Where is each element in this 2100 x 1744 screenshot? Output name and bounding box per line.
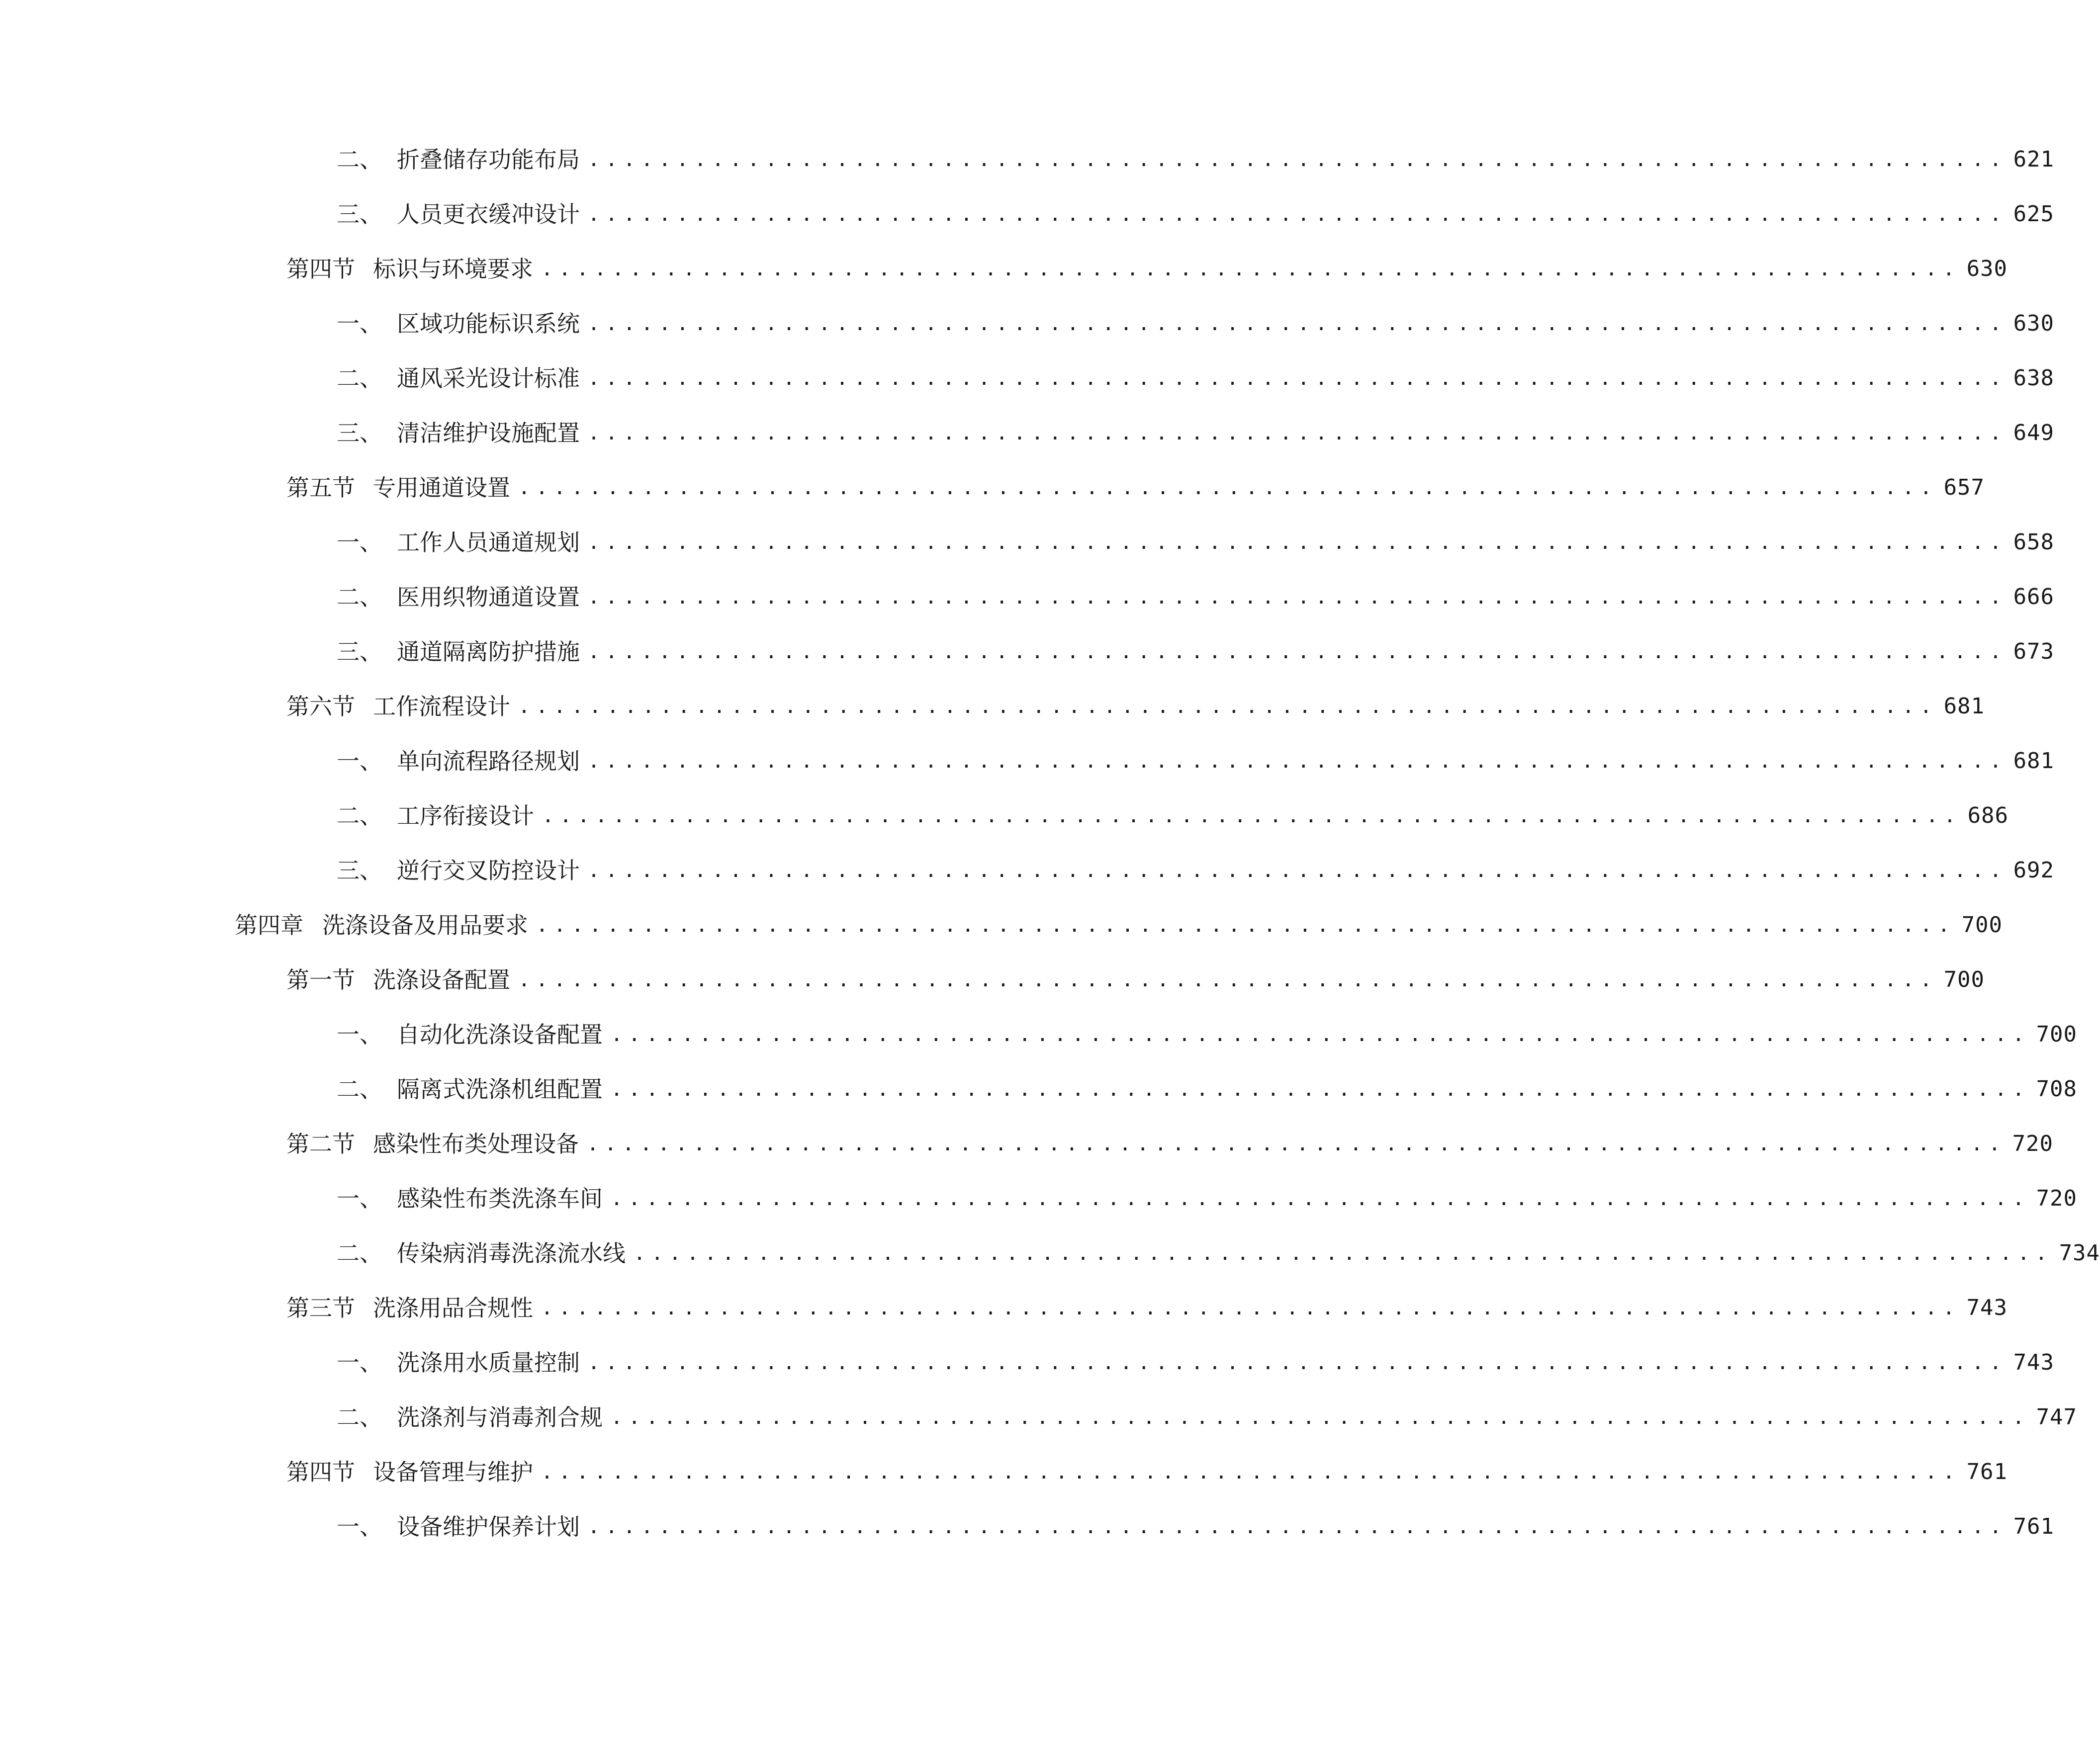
toc-section-page: 761	[1966, 1459, 2008, 1484]
toc-section[interactable]	[0, 474, 1985, 530]
toc-section[interactable]	[0, 966, 1985, 1022]
dot-leader: ................................................................................	[611, 1187, 2030, 1210]
dot-leader: ................................................................................	[588, 203, 2008, 226]
toc-entry[interactable]	[0, 365, 2055, 421]
toc-entry-page: 681	[2013, 748, 2055, 774]
toc-entry-page: 673	[2013, 639, 2055, 664]
toc-entry-page: 700	[2036, 1022, 2078, 1047]
toc-section-page: 657	[1943, 475, 1985, 500]
toc-section-title: 感染性布类处理设备	[373, 1131, 579, 1157]
toc-entry-title: 通风采光设计标准	[397, 365, 580, 392]
dot-leader: ................................................................................	[588, 1351, 2008, 1374]
toc-entry[interactable]	[0, 1349, 2055, 1405]
toc-entry-page: 761	[2013, 1514, 2055, 1539]
toc-entry-number: 二、	[337, 1240, 382, 1267]
toc-entry-number: 一、	[337, 748, 382, 775]
toc-entry-number: 一、	[337, 1513, 382, 1540]
dot-leader: ................................................................................	[588, 750, 2008, 773]
toc-section[interactable]	[0, 1295, 2008, 1350]
dot-leader: ................................................................................	[611, 1078, 2030, 1101]
dot-leader: ................................................................................	[542, 804, 1962, 827]
toc-entry-number: 二、	[337, 1404, 382, 1431]
toc-section-number: 第五节	[286, 474, 355, 501]
dot-leader: ................................................................................	[541, 258, 1961, 280]
toc-section-number: 第六节	[286, 693, 355, 720]
toc-entry-title: 工序衔接设计	[397, 802, 534, 829]
toc-entry[interactable]	[0, 1240, 2100, 1296]
toc-chapter[interactable]	[0, 912, 2003, 967]
toc-entry-number: 一、	[337, 1185, 382, 1212]
toc-entry-title: 洗涤用水质量控制	[397, 1349, 580, 1376]
toc-section-title: 工作流程设计	[373, 693, 510, 720]
toc-entry-number: 三、	[337, 638, 382, 665]
toc-chapter-number: 第四章	[235, 912, 303, 939]
toc-entry-page: 638	[2013, 365, 2055, 391]
toc-entry-number: 二、	[337, 584, 382, 610]
toc-section-number: 第一节	[286, 966, 355, 993]
toc-entry-page: 625	[2013, 201, 2055, 227]
toc-entry[interactable]	[0, 146, 2055, 202]
dot-leader: ................................................................................	[588, 148, 2008, 171]
toc-section-page: 630	[1966, 256, 2008, 281]
dot-leader: ................................................................................	[634, 1242, 2053, 1265]
toc-entry-number: 三、	[337, 201, 382, 228]
toc-section[interactable]	[0, 1131, 2054, 1186]
toc-section-page: 743	[1966, 1295, 2008, 1320]
toc-entry-title: 区域功能标识系统	[397, 310, 580, 337]
toc-section[interactable]	[0, 1459, 2008, 1514]
dot-leader: ................................................................................	[611, 1406, 2030, 1429]
toc-entry-page: 666	[2013, 584, 2055, 610]
toc-section-title: 标识与环境要求	[373, 256, 533, 282]
toc-section-title: 洗涤用品合规性	[373, 1295, 533, 1321]
toc-section-number: 第二节	[286, 1131, 355, 1157]
toc-entry[interactable]	[0, 857, 2055, 913]
toc-chapter-title: 洗涤设备及用品要求	[322, 912, 528, 939]
toc-section-page: 681	[1943, 694, 1985, 719]
toc-section-title: 设备管理与维护	[373, 1459, 533, 1485]
toc-entry[interactable]	[0, 529, 2055, 585]
toc-entry-title: 工作人员通道规划	[397, 529, 580, 556]
dot-leader: ................................................................................	[588, 312, 2008, 335]
toc-entry[interactable]	[0, 310, 2055, 366]
toc-entry-number: 一、	[337, 1349, 382, 1376]
toc-entry-title: 通道隔离防护措施	[397, 638, 580, 665]
dot-leader: ................................................................................	[518, 476, 1938, 499]
toc-entry-number: 二、	[337, 1076, 382, 1103]
dot-leader: ................................................................................	[588, 586, 2008, 609]
toc-entry[interactable]	[0, 420, 2055, 475]
toc-entry[interactable]	[0, 1021, 2078, 1077]
toc-entry[interactable]	[0, 1076, 2078, 1132]
toc-entry-number: 二、	[337, 365, 382, 392]
toc-entry-title: 自动化洗涤设备配置	[397, 1021, 603, 1048]
toc-entry[interactable]	[0, 1185, 2078, 1241]
toc-section-page: 700	[1943, 967, 1985, 992]
dot-leader: ................................................................................	[588, 859, 2008, 882]
toc-entry[interactable]	[0, 748, 2055, 803]
toc-entry-title: 感染性布类洗涤车间	[397, 1185, 603, 1212]
toc-entry-title: 清洁维护设施配置	[397, 420, 580, 446]
toc-entry-title: 逆行交叉防控设计	[397, 857, 580, 884]
dot-leader: ................................................................................	[541, 1297, 1961, 1319]
dot-leader: ................................................................................	[588, 367, 2008, 390]
toc-section[interactable]	[0, 256, 2008, 311]
toc-entry-number: 三、	[337, 857, 382, 884]
toc-entry-title: 人员更衣缓冲设计	[397, 201, 580, 228]
toc-entry-page: 747	[2036, 1404, 2078, 1430]
toc-entry-number: 二、	[337, 146, 382, 173]
dot-leader: ................................................................................	[518, 968, 1938, 991]
toc-section[interactable]	[0, 693, 1985, 749]
toc-entry-title: 传染病消毒洗涤流水线	[397, 1240, 626, 1267]
dot-leader: ................................................................................	[588, 640, 2008, 663]
toc-entry[interactable]	[0, 638, 2055, 694]
table-of-contents	[0, 146, 2100, 1569]
toc-entry-title: 隔离式洗涤机组配置	[397, 1076, 603, 1103]
toc-entry-number: 一、	[337, 1021, 382, 1048]
toc-section-number: 第三节	[286, 1295, 355, 1321]
dot-leader: ................................................................................	[588, 1515, 2008, 1538]
toc-section-title: 专用通道设置	[373, 474, 510, 501]
dot-leader: ................................................................................	[518, 695, 1938, 718]
toc-entry-number: 一、	[337, 529, 382, 556]
toc-entry[interactable]	[0, 802, 2009, 858]
toc-entry-number: 一、	[337, 310, 382, 337]
toc-section-title: 洗涤设备配置	[373, 966, 510, 993]
toc-entry-page: 630	[2013, 311, 2055, 336]
toc-entry-title: 设备维护保养计划	[397, 1513, 580, 1540]
toc-entry-title: 洗涤剂与消毒剂合规	[397, 1404, 603, 1431]
toc-entry-page: 692	[2013, 858, 2055, 883]
toc-entry-title: 医用织物通道设置	[397, 584, 580, 610]
toc-section-number: 第四节	[286, 256, 355, 282]
dot-leader: ................................................................................	[587, 1133, 2007, 1155]
toc-entry[interactable]	[0, 1513, 2055, 1569]
toc-section-number: 第四节	[286, 1459, 355, 1485]
toc-chapter-page: 700	[1961, 912, 2003, 938]
toc-entry-page: 708	[2036, 1076, 2078, 1102]
toc-entry-page: 621	[2013, 147, 2055, 172]
dot-leader: ................................................................................	[611, 1023, 2030, 1046]
toc-entry-number: 二、	[337, 802, 382, 829]
dot-leader: ................................................................................	[541, 1461, 1961, 1483]
toc-entry-page: 658	[2013, 529, 2055, 555]
dot-leader: ................................................................................	[588, 422, 2008, 444]
toc-entry[interactable]	[0, 201, 2055, 257]
toc-entry-page: 649	[2013, 420, 2055, 445]
dot-leader: ................................................................................	[536, 914, 1956, 937]
toc-entry-page: 686	[1967, 803, 2009, 828]
toc-entry[interactable]	[0, 1404, 2078, 1460]
toc-entry[interactable]	[0, 584, 2055, 639]
toc-section-page: 720	[2012, 1131, 2054, 1156]
toc-entry-title: 折叠储存功能布局	[397, 146, 580, 173]
toc-entry-page: 734	[2059, 1240, 2100, 1266]
toc-entry-number: 三、	[337, 420, 382, 446]
toc-entry-page: 743	[2013, 1350, 2055, 1375]
dot-leader: ................................................................................	[588, 531, 2008, 554]
toc-entry-page: 720	[2036, 1186, 2078, 1211]
toc-entry-title: 单向流程路径规划	[397, 748, 580, 775]
